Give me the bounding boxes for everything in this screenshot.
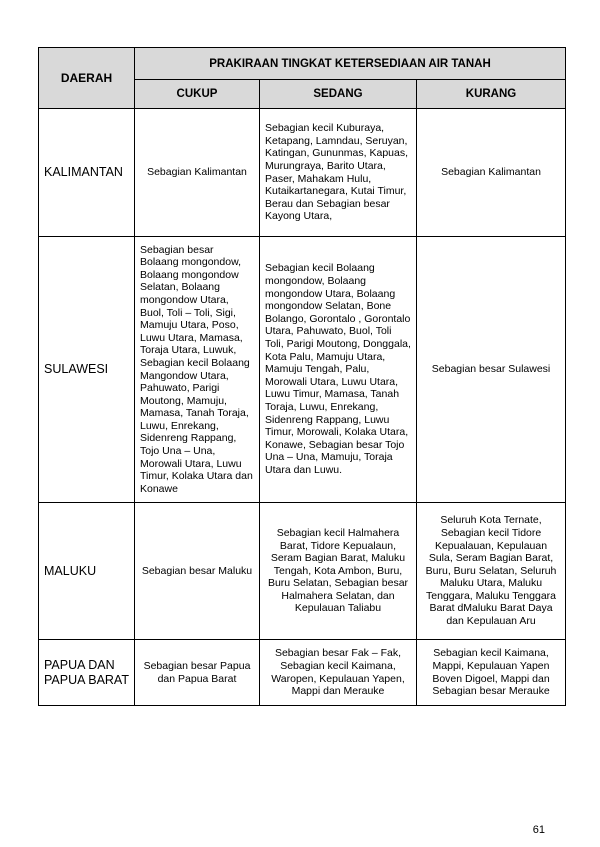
region-cell: SULAWESI [39,237,135,503]
sedang-cell: Sebagian kecil Bolaang mongondow, Bolaang mongondow Utara, Bolaang mongondow Selatan, Bone Bolango, Gorontalo , Gorontalo Utara, Pahuwato, Buol, Toli Toli, Parigi Moutong, Donggala, Kota Palu, Mamuju Utara, Mamuju Tengah, Palu, Morowali Utara, Luwu Utara, Luwu Timur, Mamasa, Tanah Toraja, Luwu, Enrekang, Sidenreng Rappang, Luwu Timur, Morowali, Kolaka Utara, Konawe, Sebagian besar Tojo Una – Una, Mamuju, Toraja Utara dan Luwu. [260,237,417,503]
region-cell: MALUKU [39,503,135,640]
table-row-papua [39,640,566,706]
cukup-cell: Sebagian besar Papua dan Papua Barat [135,640,260,706]
region-cell: KALIMANTAN [39,109,135,237]
header-sedang: SEDANG [260,80,417,109]
header-forecast: PRAKIRAAN TINGKAT KETERSEDIAAN AIR TANAH [135,48,566,80]
groundwater-availability-table [38,47,566,706]
header-cukup: CUKUP [135,80,260,109]
kurang-cell: Sebagian Kalimantan [417,109,566,237]
kurang-cell: Seluruh Kota Ternate, Sebagian kecil Tidore Kepualauan, Kepulauan Sula, Seram Bagian Barat, Buru, Buru Selatan, Seluruh Maluku Utara, Maluku Tenggara, Maluku Tenggara Barat dMaluku Barat Daya dan Kepulauan Aru [417,503,566,640]
table-row-sulawesi [39,237,566,503]
page-number: 61 [532,824,545,836]
kurang-cell: Sebagian kecil Kaimana, Mappi, Kepulauan Yapen Boven Digoel, Mappi dan Sebagian besar Merauke [417,640,566,706]
cukup-cell: Sebagian besar Maluku [135,503,260,640]
sedang-cell: Sebagian kecil Halmahera Barat, Tidore Kepualaun, Seram Bagian Barat, Maluku Tengah, Kota Ambon, Buru, Buru Selatan, Sebagian besar Halmahera Selatan, dan Kepulauan Taliabu [260,503,417,640]
header-kurang: KURANG [417,80,566,109]
sedang-cell: Sebagian besar Fak – Fak, Sebagian kecil Kaimana, Waropen, Kepulauan Yapen, Mappi dan Merauke [260,640,417,706]
region-cell: PAPUA DAN PAPUA BARAT [39,640,135,706]
kurang-cell: Sebagian besar Sulawesi [417,237,566,503]
table-row-kalimantan [39,109,566,237]
cukup-cell: Sebagian besar Bolaang mongondow, Bolaang mongondow Selatan, Bolaang mongondow Utara, Buol, Toli – Toli, Sigi, Mamuju Utara, Poso, Luwu Utara, Mamasa, Toraja Utara, Luwuk, Sebagian kecil Bolaang Mangondow Utara, Pahuwato, Parigi Moutong, Mamuju, Mamasa, Tanah Toraja, Luwu, Enrekang, Sidenreng Rappang, Tojo Una – Una, Morowali Utara, Luwu Timur, Kolaka Utara dan Konawe [135,237,260,503]
cukup-cell: Sebagian Kalimantan [135,109,260,237]
table-row-maluku [39,503,566,640]
header-region: DAERAH [39,48,135,109]
sedang-cell: Sebagian kecil Kuburaya, Ketapang, Lamndau, Seruyan, Katingan, Gununmas, Kapuas, Murungraya, Barito Utara, Paser, Mahakam Hulu, Kutaikartanegara, Kutai Timur, Berau dan Sebagian besar Kayong Utara, [260,109,417,237]
